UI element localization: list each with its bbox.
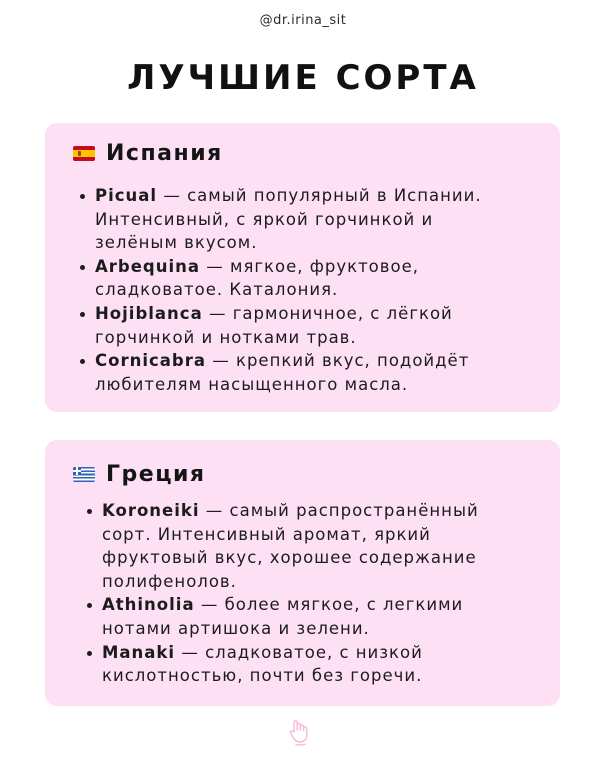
variety-description: зелёным вкусом. (95, 233, 258, 253)
list-item (80, 255, 550, 302)
variety-description: сладковатое. Каталония. (95, 280, 339, 300)
variety-description: — самый популярный в Испании. (163, 186, 482, 205)
list-item (87, 499, 557, 593)
variety-description: — крепкий вкус, подойдёт (212, 351, 470, 371)
variety-description: нотами артишока и зелени. (102, 618, 370, 638)
page-title: ЛУЧШИЕ СОРТА (127, 58, 479, 98)
variety-list (87, 499, 557, 688)
author-handle: @dr.irina_sit (259, 13, 347, 28)
variety-description: — более мягкое, с легкими (200, 595, 464, 615)
section-header (73, 141, 223, 166)
variety-description: полифенолов. (102, 571, 237, 591)
variety-description: кислотностью, почти без горечи. (102, 666, 423, 686)
variety-name: Cornicabra (95, 351, 206, 371)
variety-description: Интенсивный, с яркой горчинкой и (95, 209, 434, 229)
variety-name: Hojiblanca (95, 303, 203, 323)
variety-description: фруктовый вкус, хорошее содержание (102, 548, 477, 568)
list-item (80, 184, 550, 255)
bullet-icon (80, 194, 85, 199)
variety-name: Athinolia (102, 595, 195, 615)
variety-list (80, 184, 550, 396)
bullet-icon (87, 651, 92, 656)
bullet-icon (87, 603, 92, 608)
variety-description: — мягкое, фруктовое, (206, 256, 419, 276)
list-item (80, 302, 550, 349)
list-item (87, 641, 557, 688)
bullet-icon (80, 265, 85, 270)
bullet-icon (80, 312, 85, 317)
hand-logo-icon (287, 717, 315, 747)
variety-description: сорт. Интенсивный аромат, яркий (102, 524, 431, 544)
section-title: Греция (106, 462, 206, 487)
variety-description: — сладковатое, с низкой (181, 642, 423, 662)
variety-description: — самый распространённый (205, 501, 479, 520)
bullet-icon (80, 359, 85, 364)
list-item (80, 349, 550, 396)
variety-name: Picual (95, 186, 158, 205)
section-header (73, 462, 206, 487)
variety-name: Arbequina (95, 256, 201, 276)
section-title: Испания (106, 141, 223, 166)
variety-description: любителям насыщенного масла. (95, 374, 409, 394)
section-card-spain (45, 123, 560, 412)
variety-name: Manaki (102, 642, 176, 662)
spain-flag-icon (73, 146, 95, 161)
variety-description: — гармоничное, с лёгкой (208, 303, 453, 323)
bullet-icon (87, 509, 92, 514)
list-item (87, 593, 557, 640)
greece-flag-icon (73, 467, 95, 482)
variety-name: Koroneiki (102, 501, 200, 520)
variety-description: горчинкой и нотками трав. (95, 327, 357, 347)
section-card-greece (45, 440, 560, 706)
